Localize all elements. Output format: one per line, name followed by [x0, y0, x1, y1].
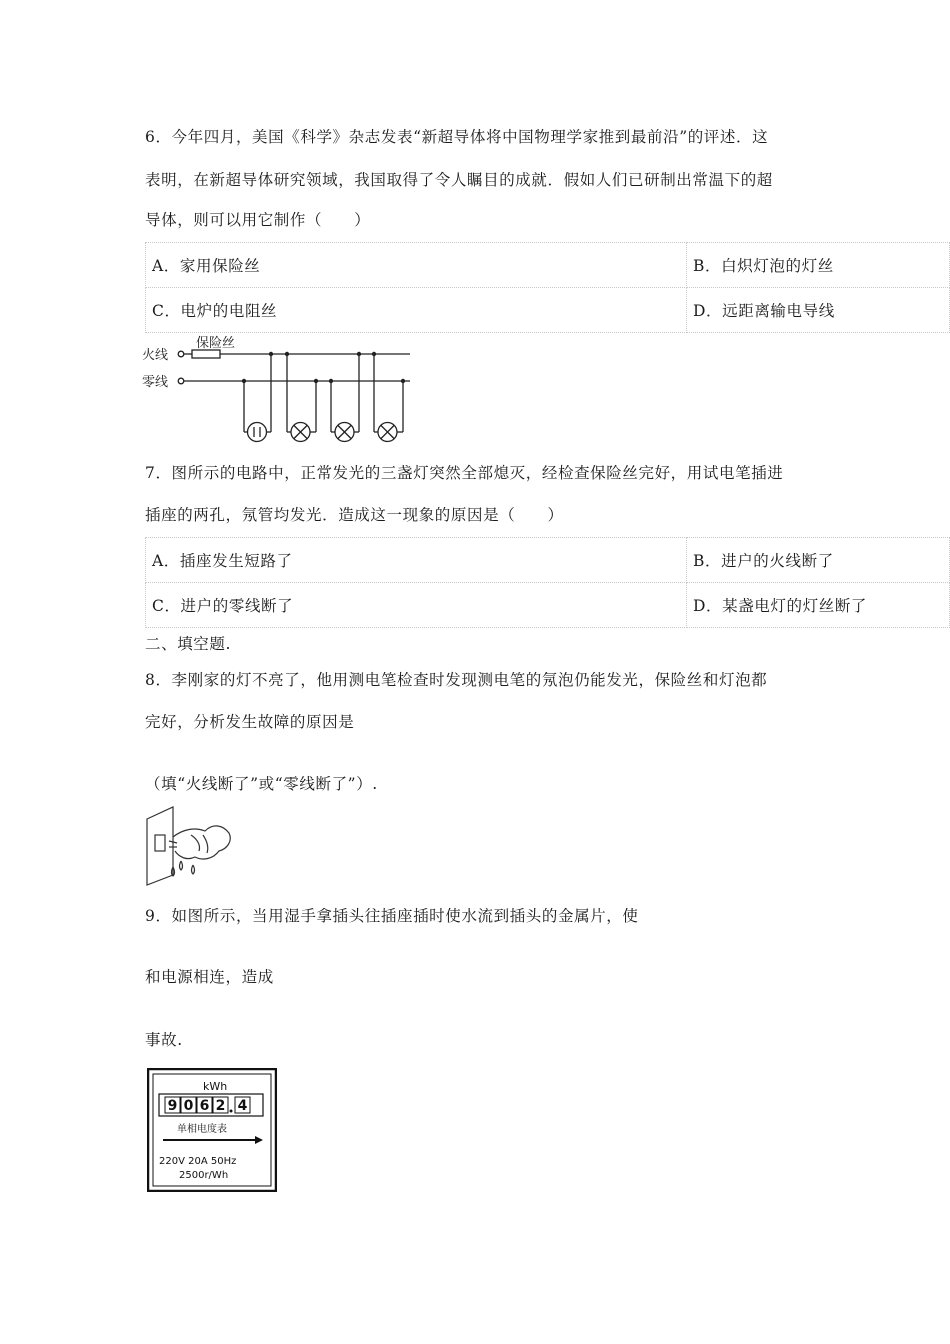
q6-line-3: 导体，则可以用它制作（ ） — [145, 211, 371, 229]
meter-name: 单相电度表 — [177, 1124, 227, 1135]
meter-digit: 9 — [167, 1098, 178, 1114]
fuse-label: 保险丝 — [196, 336, 236, 351]
q7-line-1: 7．图所示的电路中，正常发光的三盏灯突然全部熄灭，经检查保险丝完好，用试电笔插进 — [145, 464, 784, 482]
q8-line-3: （填“火线断了”或“零线断了”）. — [145, 775, 378, 793]
q7-option-b[interactable]: B．进户的火线断了 — [687, 538, 950, 583]
q9-line-3: 事故. — [145, 1031, 183, 1049]
q7-line-2: 插座的两孔，氖管均发光．造成这一现象的原因是（ ） — [145, 506, 564, 524]
wet-hand-plug-illustration — [143, 805, 235, 887]
meter-digit: 2 — [215, 1098, 226, 1114]
q8-line-1: 8．李刚家的灯不亮了，他用测电笔检查时发现测电笔的氖泡仍能发光，保险丝和灯泡都 — [145, 671, 768, 689]
q7-option-d[interactable]: D．某盏电灯的灯丝断了 — [687, 583, 950, 628]
q7-options-table — [145, 537, 950, 628]
q9-line-2: 和电源相连，造成 — [145, 968, 274, 986]
fire-line-label: 火线 — [142, 348, 169, 363]
meter-spec-1: 220V 20A 50Hz — [159, 1156, 237, 1167]
q6-option-b[interactable]: B．白炽灯泡的灯丝 — [687, 243, 950, 288]
q7-option-a[interactable]: A．插座发生短路了 — [146, 538, 687, 583]
socket-icon — [248, 423, 267, 442]
q6-option-a[interactable]: A．家用保险丝 — [146, 243, 687, 288]
q6-line-1: 6．今年四月，美国《科学》杂志发表“新超导体将中国物理学家推到最前沿”的评述．这 — [145, 128, 769, 146]
q6-option-d[interactable]: D．远距离输电导线 — [687, 288, 950, 333]
q6-option-c[interactable]: C．电炉的电阻丝 — [146, 288, 687, 333]
arrow-icon — [255, 1136, 263, 1144]
q6-line-2: 表明，在新超导体研究领域，我国取得了令人瞩目的成就．假如人们已研制出常温下的超 — [145, 171, 773, 189]
q7-option-c[interactable]: C．进户的零线断了 — [146, 583, 687, 628]
q6-options-table — [145, 242, 950, 333]
meter-unit: kWh — [203, 1080, 228, 1093]
meter-digit: 0 — [183, 1098, 194, 1114]
electric-meter-image — [147, 1068, 277, 1192]
q8-line-2: 完好，分析发生故障的原因是 — [145, 713, 355, 731]
meter-digit: 6 — [199, 1098, 210, 1114]
zero-line-label: 零线 — [142, 375, 169, 390]
q9-line-1: 9．如图所示，当用湿手拿插头往插座插时使水流到插头的金属片，使 — [145, 907, 639, 925]
section-heading: 二、填空题. — [145, 635, 232, 653]
circuit-diagram — [140, 334, 415, 446]
meter-digit: 4 — [237, 1098, 248, 1114]
meter-spec-2: 2500r/Wh — [179, 1170, 229, 1181]
